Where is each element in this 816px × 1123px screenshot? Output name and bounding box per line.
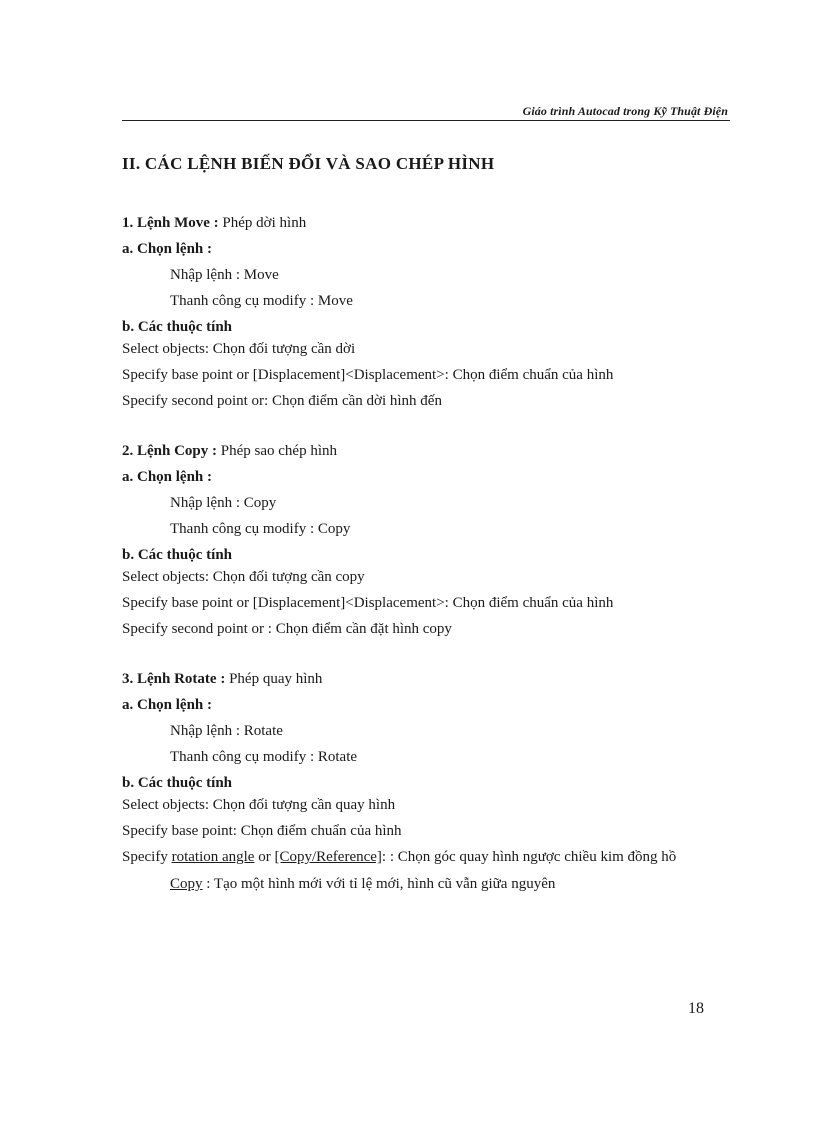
property-line: Specify base point or [Displacement]<Displacement>: Chọn điểm chuẩn của hình: [122, 595, 614, 611]
section-copy: [122, 438, 734, 638]
section-description: Phép quay hình: [225, 671, 323, 687]
input-command-text: Nhập lệnh : Rotate: [170, 723, 283, 739]
property-line: Specify base point or [Displacement]<Displacement>: Chọn điểm chuẩn của hình: [122, 367, 614, 383]
page-title: II. CÁC LỆNH BIẾN ĐỔI VÀ SAO CHÉP HÌNH: [122, 154, 495, 173]
rotation-description: : : Chọn góc quay hình ngược chiều kim đồng hồ: [381, 849, 677, 865]
section-description: Phép sao chép hình: [217, 443, 338, 459]
toolbar-text: Thanh công cụ modify : Rotate: [170, 749, 358, 765]
property-line: Select objects: Chọn đối tượng cần copy: [122, 569, 365, 585]
section-rotate: [122, 666, 734, 894]
copy-option-note: [170, 874, 734, 894]
rotation-angle-term: rotation angle: [171, 849, 255, 865]
properties-label: b. Các thuộc tính: [122, 547, 233, 563]
section-command: 3. Lệnh Rotate :: [122, 671, 226, 687]
rotation-property-line: [122, 848, 734, 866]
select-command-label: a. Chọn lệnh :: [122, 469, 213, 485]
section-title: [122, 666, 734, 692]
running-header: Giáo trình Autocad trong Kỹ Thuật Điện: [522, 104, 728, 118]
copy-option-term: Copy: [170, 876, 203, 892]
input-command-text: Nhập lệnh : Move: [170, 267, 279, 283]
section-title: [122, 210, 734, 236]
section-description: Phép dời hình: [218, 215, 307, 231]
properties-label: b. Các thuộc tính: [122, 319, 233, 335]
property-line: Specify second point or : Chọn điểm cần đặt hình copy: [122, 621, 452, 637]
property-line: Select objects: Chọn đối tượng cần dời: [122, 341, 356, 357]
rotation-mid: or: [254, 849, 275, 865]
select-command-label: a. Chọn lệnh :: [122, 697, 213, 713]
page-number: 18: [688, 1000, 704, 1017]
property-line: Select objects: Chọn đối tượng cần quay hình: [122, 797, 396, 813]
section-command: 1. Lệnh Move :: [122, 215, 219, 231]
copy-option-text: : Tạo một hình mới với tỉ lệ mới, hình cũ vẫn giữa nguyên: [202, 876, 556, 892]
copy-reference-term: [Copy/Reference]: [274, 849, 382, 865]
rotation-prefix: Specify: [122, 849, 172, 865]
toolbar-text: Thanh công cụ modify : Copy: [170, 521, 351, 537]
section-command: 2. Lệnh Copy :: [122, 443, 218, 459]
section-move: [122, 210, 734, 410]
toolbar-text: Thanh công cụ modify : Move: [170, 293, 353, 309]
select-command-label: a. Chọn lệnh :: [122, 241, 213, 257]
page-content: [122, 150, 734, 922]
input-command-text: Nhập lệnh : Copy: [170, 495, 277, 511]
header-rule: [122, 120, 730, 121]
section-title: [122, 438, 734, 464]
properties-label: b. Các thuộc tính: [122, 775, 233, 791]
property-line: Specify base point: Chọn điểm chuẩn của hình: [122, 823, 402, 839]
property-line: Specify second point or: Chọn điểm cần dời hình đến: [122, 393, 442, 409]
